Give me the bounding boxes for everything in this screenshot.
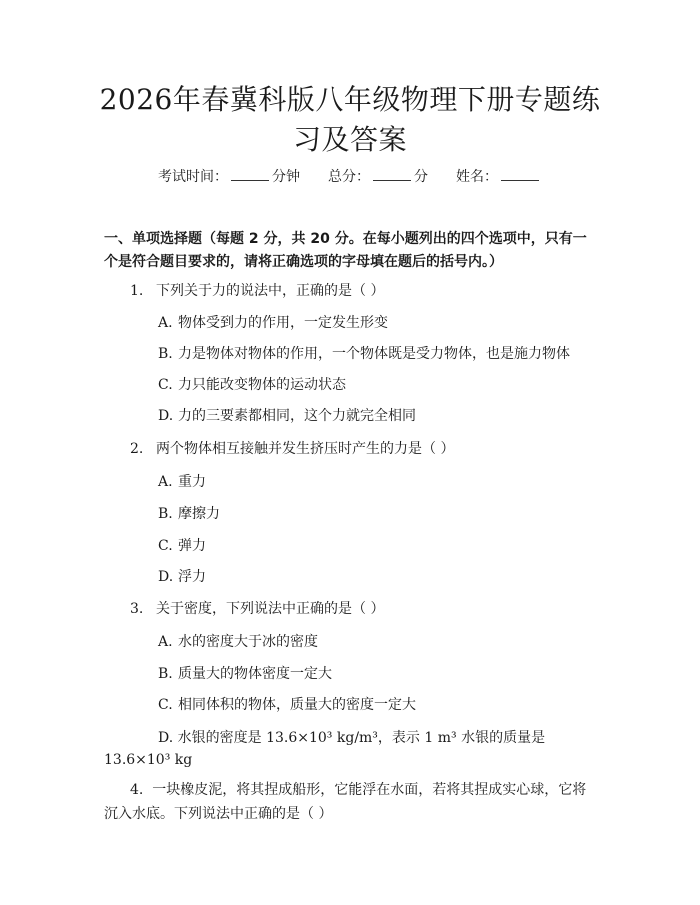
option-text: 力是物体对物体的作用，一个物体既是受力物体，也是施力物体 xyxy=(178,346,570,362)
option-text: 水的密度大于冰的密度 xyxy=(178,634,318,650)
question-1-option-c xyxy=(158,374,346,396)
option-letter: A. xyxy=(158,315,173,331)
total-score-unit: 分 xyxy=(414,169,428,185)
question-2-option-d xyxy=(158,566,206,588)
student-name-label: 姓名： xyxy=(456,169,498,185)
student-name-blank xyxy=(501,166,539,181)
question-2-option-c xyxy=(158,535,206,557)
total-score-label: 总分： xyxy=(328,169,370,185)
exam-time-blank xyxy=(231,166,269,181)
question-3-option-c xyxy=(158,694,416,716)
question-number: 4. xyxy=(130,782,144,798)
option-text: 弹力 xyxy=(178,538,206,554)
total-score-blank xyxy=(373,166,411,181)
question-number: 2. xyxy=(130,441,144,457)
option-letter: C. xyxy=(158,697,173,713)
option-text: 力的三要素都相同，这个力就完全相同 xyxy=(178,408,416,424)
option-letter: D. xyxy=(158,408,174,424)
question-3-option-a xyxy=(158,631,318,653)
question-1 xyxy=(130,280,384,302)
question-text: 下列关于力的说法中，正确的是（ ） xyxy=(156,283,385,299)
student-name xyxy=(456,166,542,188)
question-1-option-d xyxy=(158,405,416,427)
option-text: 质量大的物体密度一定大 xyxy=(178,666,332,682)
total-score xyxy=(328,166,428,188)
option-letter: C. xyxy=(158,538,173,554)
option-letter: D. xyxy=(158,730,174,746)
question-number: 3. xyxy=(130,601,144,617)
question-4 xyxy=(104,778,600,826)
exam-time-unit: 分钟 xyxy=(272,169,300,185)
question-1-option-b xyxy=(158,343,570,365)
document-title: 2026年春冀科版八年级物理下册专题练习及答案 xyxy=(99,83,601,156)
option-text: 物体受到力的作用，一定发生形变 xyxy=(178,315,388,331)
question-3-option-b xyxy=(158,663,332,685)
question-1-option-a xyxy=(158,312,388,334)
option-text: 重力 xyxy=(178,474,206,490)
option-letter: B. xyxy=(158,506,173,522)
question-2-option-a xyxy=(158,471,206,493)
option-text: 摩擦力 xyxy=(178,506,220,522)
question-2 xyxy=(130,438,454,460)
option-letter: A. xyxy=(158,634,173,650)
option-letter: B. xyxy=(158,346,173,362)
option-letter: C. xyxy=(158,377,173,393)
option-letter: D. xyxy=(158,569,174,585)
question-text: 一块橡皮泥，将其捏成船形，它能浮在水面，若将其捏成实心球，它将沉入水底。下列说法中正确的是（ ） xyxy=(104,782,587,822)
option-letter: B. xyxy=(158,666,173,682)
option-text: 水银的密度是 13.6×10³ kg/m³，表示 1 m³ 水银的质量是 13.6×10³ kg xyxy=(104,730,546,768)
question-text: 关于密度，下列说法中正确的是（ ） xyxy=(156,601,385,617)
option-text: 浮力 xyxy=(178,569,206,585)
question-text: 两个物体相互接触并发生挤压时产生的力是（ ） xyxy=(156,441,455,457)
question-3-option-d xyxy=(104,727,600,771)
option-letter: A. xyxy=(158,474,173,490)
option-text: 相同体积的物体，质量大的密度一定大 xyxy=(178,697,416,713)
question-number: 1. xyxy=(130,283,144,299)
exam-info-line xyxy=(0,166,700,188)
question-3 xyxy=(130,598,384,620)
exam-time-label: 考试时间： xyxy=(158,169,228,185)
option-text: 力只能改变物体的运动状态 xyxy=(178,377,346,393)
question-2-option-b xyxy=(158,503,220,525)
exam-time xyxy=(158,166,300,188)
section-heading: 一、单项选择题（每题 2 分，共 20 分。在每小题列出的四个选项中，只有一个是符合题目要求的，请将正确选项的字母填在题后的括号内。） xyxy=(104,231,587,270)
